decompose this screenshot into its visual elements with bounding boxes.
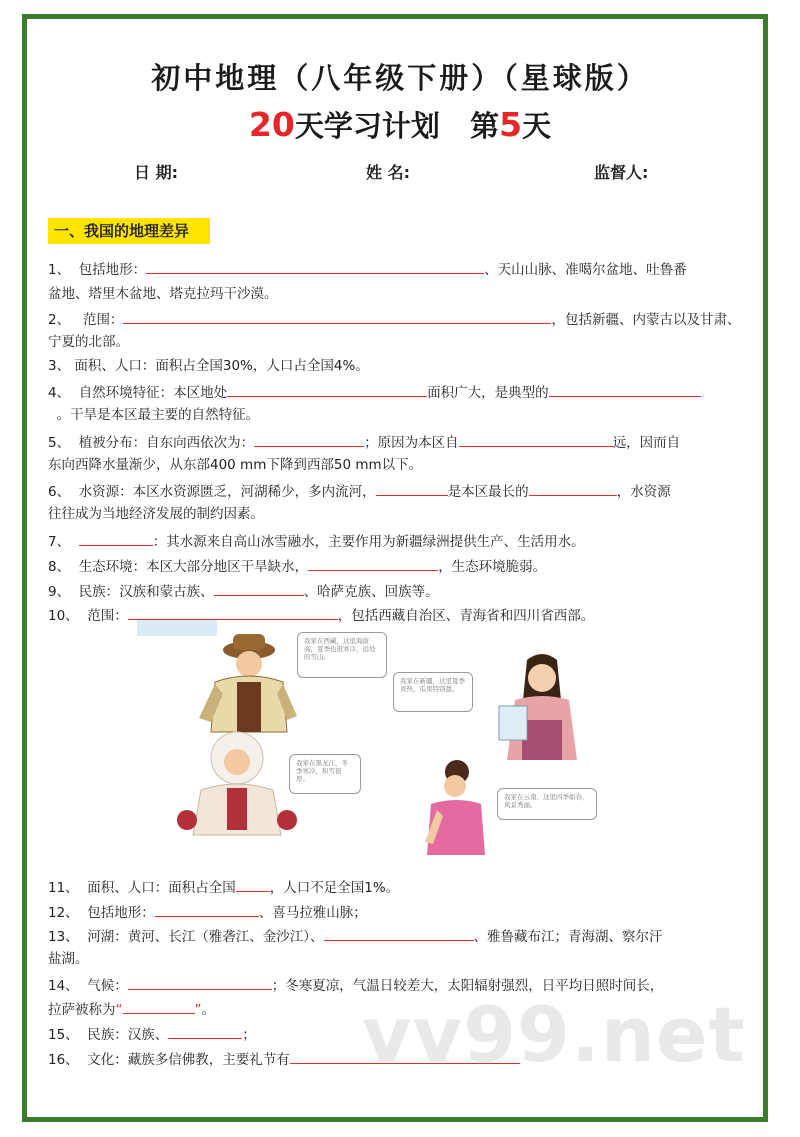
question-5: 5、 植被分布：自东向西依次为： ；原因为本区自 远，因而自	[48, 431, 742, 453]
plan-label: 天学习计划	[294, 109, 440, 143]
date-label: 日 期:	[134, 163, 178, 182]
answer-blank[interactable]	[324, 925, 474, 941]
question-15: 15、 民族：汉族、 ；	[48, 1023, 742, 1045]
answer-blank[interactable]	[128, 974, 272, 990]
answer-blank[interactable]	[459, 431, 613, 447]
day-prefix: 第	[470, 109, 500, 143]
question-2-cont: 宁夏的北部。	[48, 334, 129, 350]
page-subtitle	[0, 104, 800, 145]
heilongjiang-child-figure	[177, 732, 297, 835]
day-number: 5	[499, 105, 523, 144]
question-7: 7、 ：其水源来自高山冰雪融水，主要作用为新疆绿洲提供生产、生活用水。	[48, 530, 742, 552]
answer-blank[interactable]	[128, 604, 338, 620]
question-8: 8、 生态环境：本区大部分地区干旱缺水， ，生态环境脆弱。	[48, 555, 742, 577]
ethnic-people-illustration	[137, 620, 627, 865]
day-suffix: 天	[522, 109, 552, 143]
question-9: 9、 民族：汉族和蒙古族、 、哈萨克族、回族等。	[48, 580, 742, 602]
answer-blank[interactable]	[79, 530, 153, 546]
tibetan-man-figure	[199, 634, 297, 732]
supervisor-label: 监督人:	[594, 163, 649, 182]
speech-bubble-heilongjiang: 我家在黑龙江，冬季寒冷，积雪很厚。	[289, 754, 361, 794]
answer-blank[interactable]	[155, 901, 259, 917]
answer-blank[interactable]	[146, 258, 484, 274]
question-1: 1、 包括地形： 、天山山脉、准噶尔盆地、吐鲁番	[48, 258, 742, 280]
question-1-cont: 盆地、塔里木盆地、塔克拉玛干沙漠。	[48, 286, 278, 302]
question-6: 6、 水资源：本区水资源匮乏，河湖稀少，多内流河， 是本区最长的 ，水资源	[48, 480, 742, 502]
question-6-cont: 往往成为当地经济发展的制约因素。	[48, 506, 264, 522]
answer-blank[interactable]	[549, 381, 701, 397]
speech-bubble-xinjiang: 我家在新疆，这里夏季炎热，瓜果特别甜。	[393, 672, 473, 712]
question-3: 3、 面积、人口：面积占全国30%，人口占全国4%。	[48, 358, 369, 374]
question-10: 10、 范围： ，包括西藏自治区、青海省和四川省西部。	[48, 604, 742, 626]
question-5-cont: 东向西降水量渐少，从东部400 mm下降到西部50 mm以下。	[48, 457, 423, 473]
question-12: 12、 包括地形： 、喜马拉雅山脉；	[48, 901, 742, 923]
answer-blank[interactable]	[123, 308, 551, 324]
watermark: vv99.net	[362, 990, 746, 1079]
plan-days-number: 20	[248, 105, 295, 144]
answer-blank[interactable]	[214, 580, 304, 596]
speech-bubble-tibet: 我家在西藏，这里海拔高，夏季也很寒冷，远处的雪山。	[297, 632, 387, 678]
yunnan-girl-figure	[425, 760, 485, 855]
question-14: 14、 气候： ；冬寒夏凉，气温日较差大，太阳辐射强烈，日平均日照时间长，	[48, 974, 742, 996]
question-13: 13、 河湖：黄河、长江（雅砻江、金沙江）、 、雅鲁藏布江；青海湖、察尔汗	[48, 925, 742, 947]
question-4-cont: 。干旱是本区最主要的自然特征。	[56, 407, 260, 423]
answer-blank[interactable]	[227, 381, 427, 397]
name-label: 姓 名:	[366, 163, 410, 182]
answer-blank[interactable]	[376, 480, 448, 496]
answer-blank[interactable]	[254, 431, 364, 447]
question-11: 11、 面积、人口：面积占全国 ，人口不足全国1%。	[48, 876, 742, 898]
answer-blank[interactable]	[168, 1023, 242, 1039]
section-heading: 一、我国的地理差异	[48, 218, 210, 244]
answer-blank[interactable]	[308, 555, 438, 571]
question-13-cont: 盐湖。	[48, 951, 89, 967]
question-16: 16、 文化：藏族多信佛教，主要礼节有	[48, 1048, 742, 1070]
answer-blank[interactable]	[529, 480, 617, 496]
answer-blank[interactable]	[236, 876, 270, 892]
question-4: 4、 自然环境特征：本区地处 面积广大，是典型的	[48, 381, 742, 403]
page-title: 初中地理（八年级下册）（星球版）	[151, 61, 649, 95]
xinjiang-woman-figure	[499, 654, 577, 760]
question-2: 2、 范围： ，包括新疆、内蒙古以及甘肃、	[48, 308, 742, 330]
answer-blank[interactable]	[123, 998, 195, 1014]
speech-bubble-yunnan: 我家在云南，这里四季如春，风景秀丽。	[497, 788, 597, 820]
question-14-cont: 拉萨被称为“ ”。	[48, 998, 742, 1020]
